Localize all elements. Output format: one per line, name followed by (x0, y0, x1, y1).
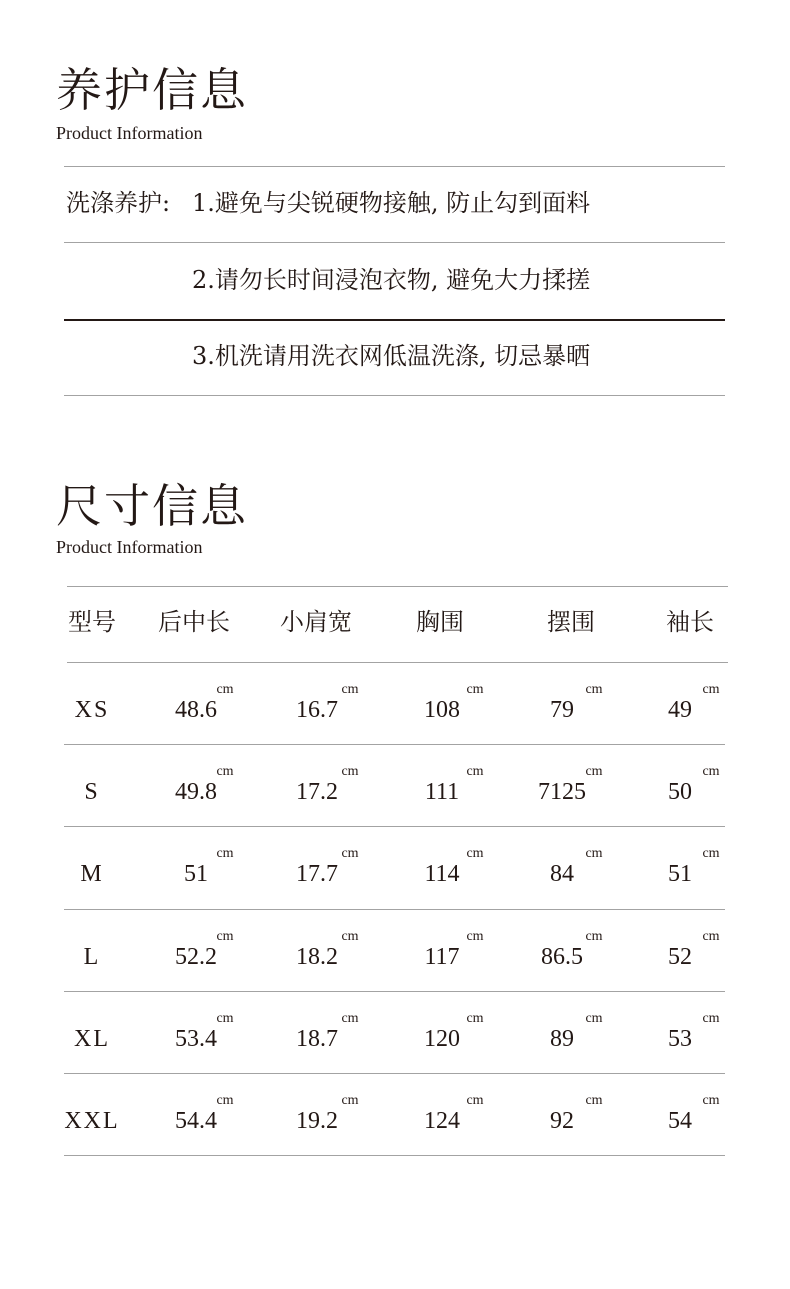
cell-chest: 117 (424, 943, 460, 970)
unit-label: cm (341, 846, 359, 862)
cell-hem: 89 (550, 1025, 574, 1052)
cell-shoulder: 17.7 (296, 861, 338, 888)
care-divider-bottom (64, 395, 725, 396)
cell-chest: 108 (424, 697, 460, 723)
unit-label: cm (216, 1010, 234, 1026)
cell-sleeve: 51 (668, 861, 692, 888)
unit-label: cm (702, 1093, 720, 1108)
unit-label: cm (466, 1093, 484, 1108)
cell-shoulder: 17.2 (296, 779, 338, 806)
cell-sleeve: 52 (668, 943, 692, 970)
table-row-divider (64, 1073, 725, 1074)
unit-label: cm (585, 764, 603, 780)
table-divider-top (67, 586, 728, 587)
cell-hem: 84 (550, 861, 574, 888)
cell-back-length: 52.2 (175, 943, 217, 970)
cell-back-length: 51 (184, 861, 208, 888)
unit-label: cm (585, 928, 603, 944)
cell-hem: 86.5 (541, 943, 583, 970)
care-divider-1 (64, 242, 725, 243)
cell-shoulder: 19.2 (296, 1108, 338, 1134)
size-label: XXL (64, 1108, 120, 1134)
unit-label: cm (341, 928, 359, 944)
unit-label: cm (702, 846, 720, 862)
cell-sleeve: 53 (668, 1025, 692, 1052)
cell-back-length: 49.8 (175, 779, 217, 806)
unit-label: cm (466, 682, 484, 697)
cell-chest: 114 (424, 861, 460, 888)
table-row-divider (64, 826, 725, 827)
unit-label: cm (585, 682, 603, 697)
cell-back-length: 48.6 (175, 697, 217, 723)
care-subtitle: Product Information (56, 123, 203, 143)
col-header-shoulder: 小肩宽 (280, 608, 352, 636)
care-title: 养护信息 (56, 63, 248, 117)
col-header-size: 型号 (68, 608, 116, 636)
unit-label: cm (585, 1093, 603, 1108)
unit-label: cm (585, 1010, 603, 1026)
table-row-divider (64, 909, 725, 910)
size-label: XS (74, 697, 110, 723)
cell-hem: 7125 (538, 779, 586, 806)
unit-label: cm (702, 1010, 720, 1026)
unit-label: cm (466, 1010, 484, 1026)
cell-hem: 92 (550, 1108, 574, 1134)
unit-label: cm (341, 682, 359, 697)
cell-hem: 79 (550, 697, 574, 723)
care-row-2 (64, 260, 725, 300)
col-header-chest: 胸围 (416, 608, 464, 636)
cell-sleeve: 54 (668, 1108, 692, 1134)
care-divider-2 (64, 319, 725, 321)
size-title: 尺寸信息 (56, 479, 248, 533)
table-row-divider (64, 991, 725, 992)
cell-back-length: 53.4 (175, 1025, 217, 1052)
size-label: L (83, 943, 101, 970)
care-divider-top (64, 166, 725, 167)
table-divider-header (67, 662, 728, 663)
cell-sleeve: 49 (668, 697, 692, 723)
unit-label: cm (341, 764, 359, 780)
col-header-sleeve: 袖长 (666, 608, 714, 636)
unit-label: cm (585, 846, 603, 862)
cell-sleeve: 50 (668, 779, 692, 806)
size-label: M (80, 861, 104, 888)
care-item-3: 3.机洗请用洗衣网低温洗涤, 切忌暴晒 (192, 342, 591, 370)
unit-label: cm (702, 764, 720, 780)
col-header-hem: 摆围 (547, 608, 595, 636)
unit-label: cm (702, 928, 720, 944)
cell-shoulder: 16.7 (296, 697, 338, 723)
care-row-3 (64, 336, 725, 376)
unit-label: cm (466, 846, 484, 862)
unit-label: cm (216, 1093, 234, 1108)
cell-chest: 124 (424, 1108, 460, 1134)
size-label: XL (74, 1025, 110, 1052)
size-label: S (84, 779, 100, 806)
care-item-2: 2.请勿长时间浸泡衣物, 避免大力揉搓 (192, 266, 591, 294)
cell-shoulder: 18.2 (296, 943, 338, 970)
unit-label: cm (466, 928, 484, 944)
unit-label: cm (341, 1093, 359, 1108)
unit-label: cm (466, 764, 484, 780)
col-header-back-length: 后中长 (158, 608, 230, 636)
cell-back-length: 54.4 (175, 1108, 217, 1134)
cell-chest: 111 (424, 779, 460, 806)
unit-label: cm (341, 1010, 359, 1026)
table-row-divider (64, 744, 725, 745)
table-row-divider (64, 1155, 725, 1156)
unit-label: cm (216, 764, 234, 780)
unit-label: cm (216, 682, 234, 697)
care-label: 洗涤养护: (66, 189, 171, 217)
unit-label: cm (216, 846, 234, 862)
care-row-1 (64, 183, 725, 223)
unit-label: cm (216, 928, 234, 944)
care-item-1: 1.避免与尖锐硬物接触, 防止勾到面料 (192, 189, 591, 217)
cell-chest: 120 (424, 1025, 460, 1052)
cell-shoulder: 18.7 (296, 1025, 338, 1052)
size-subtitle: Product Information (56, 537, 203, 557)
unit-label: cm (702, 682, 720, 697)
